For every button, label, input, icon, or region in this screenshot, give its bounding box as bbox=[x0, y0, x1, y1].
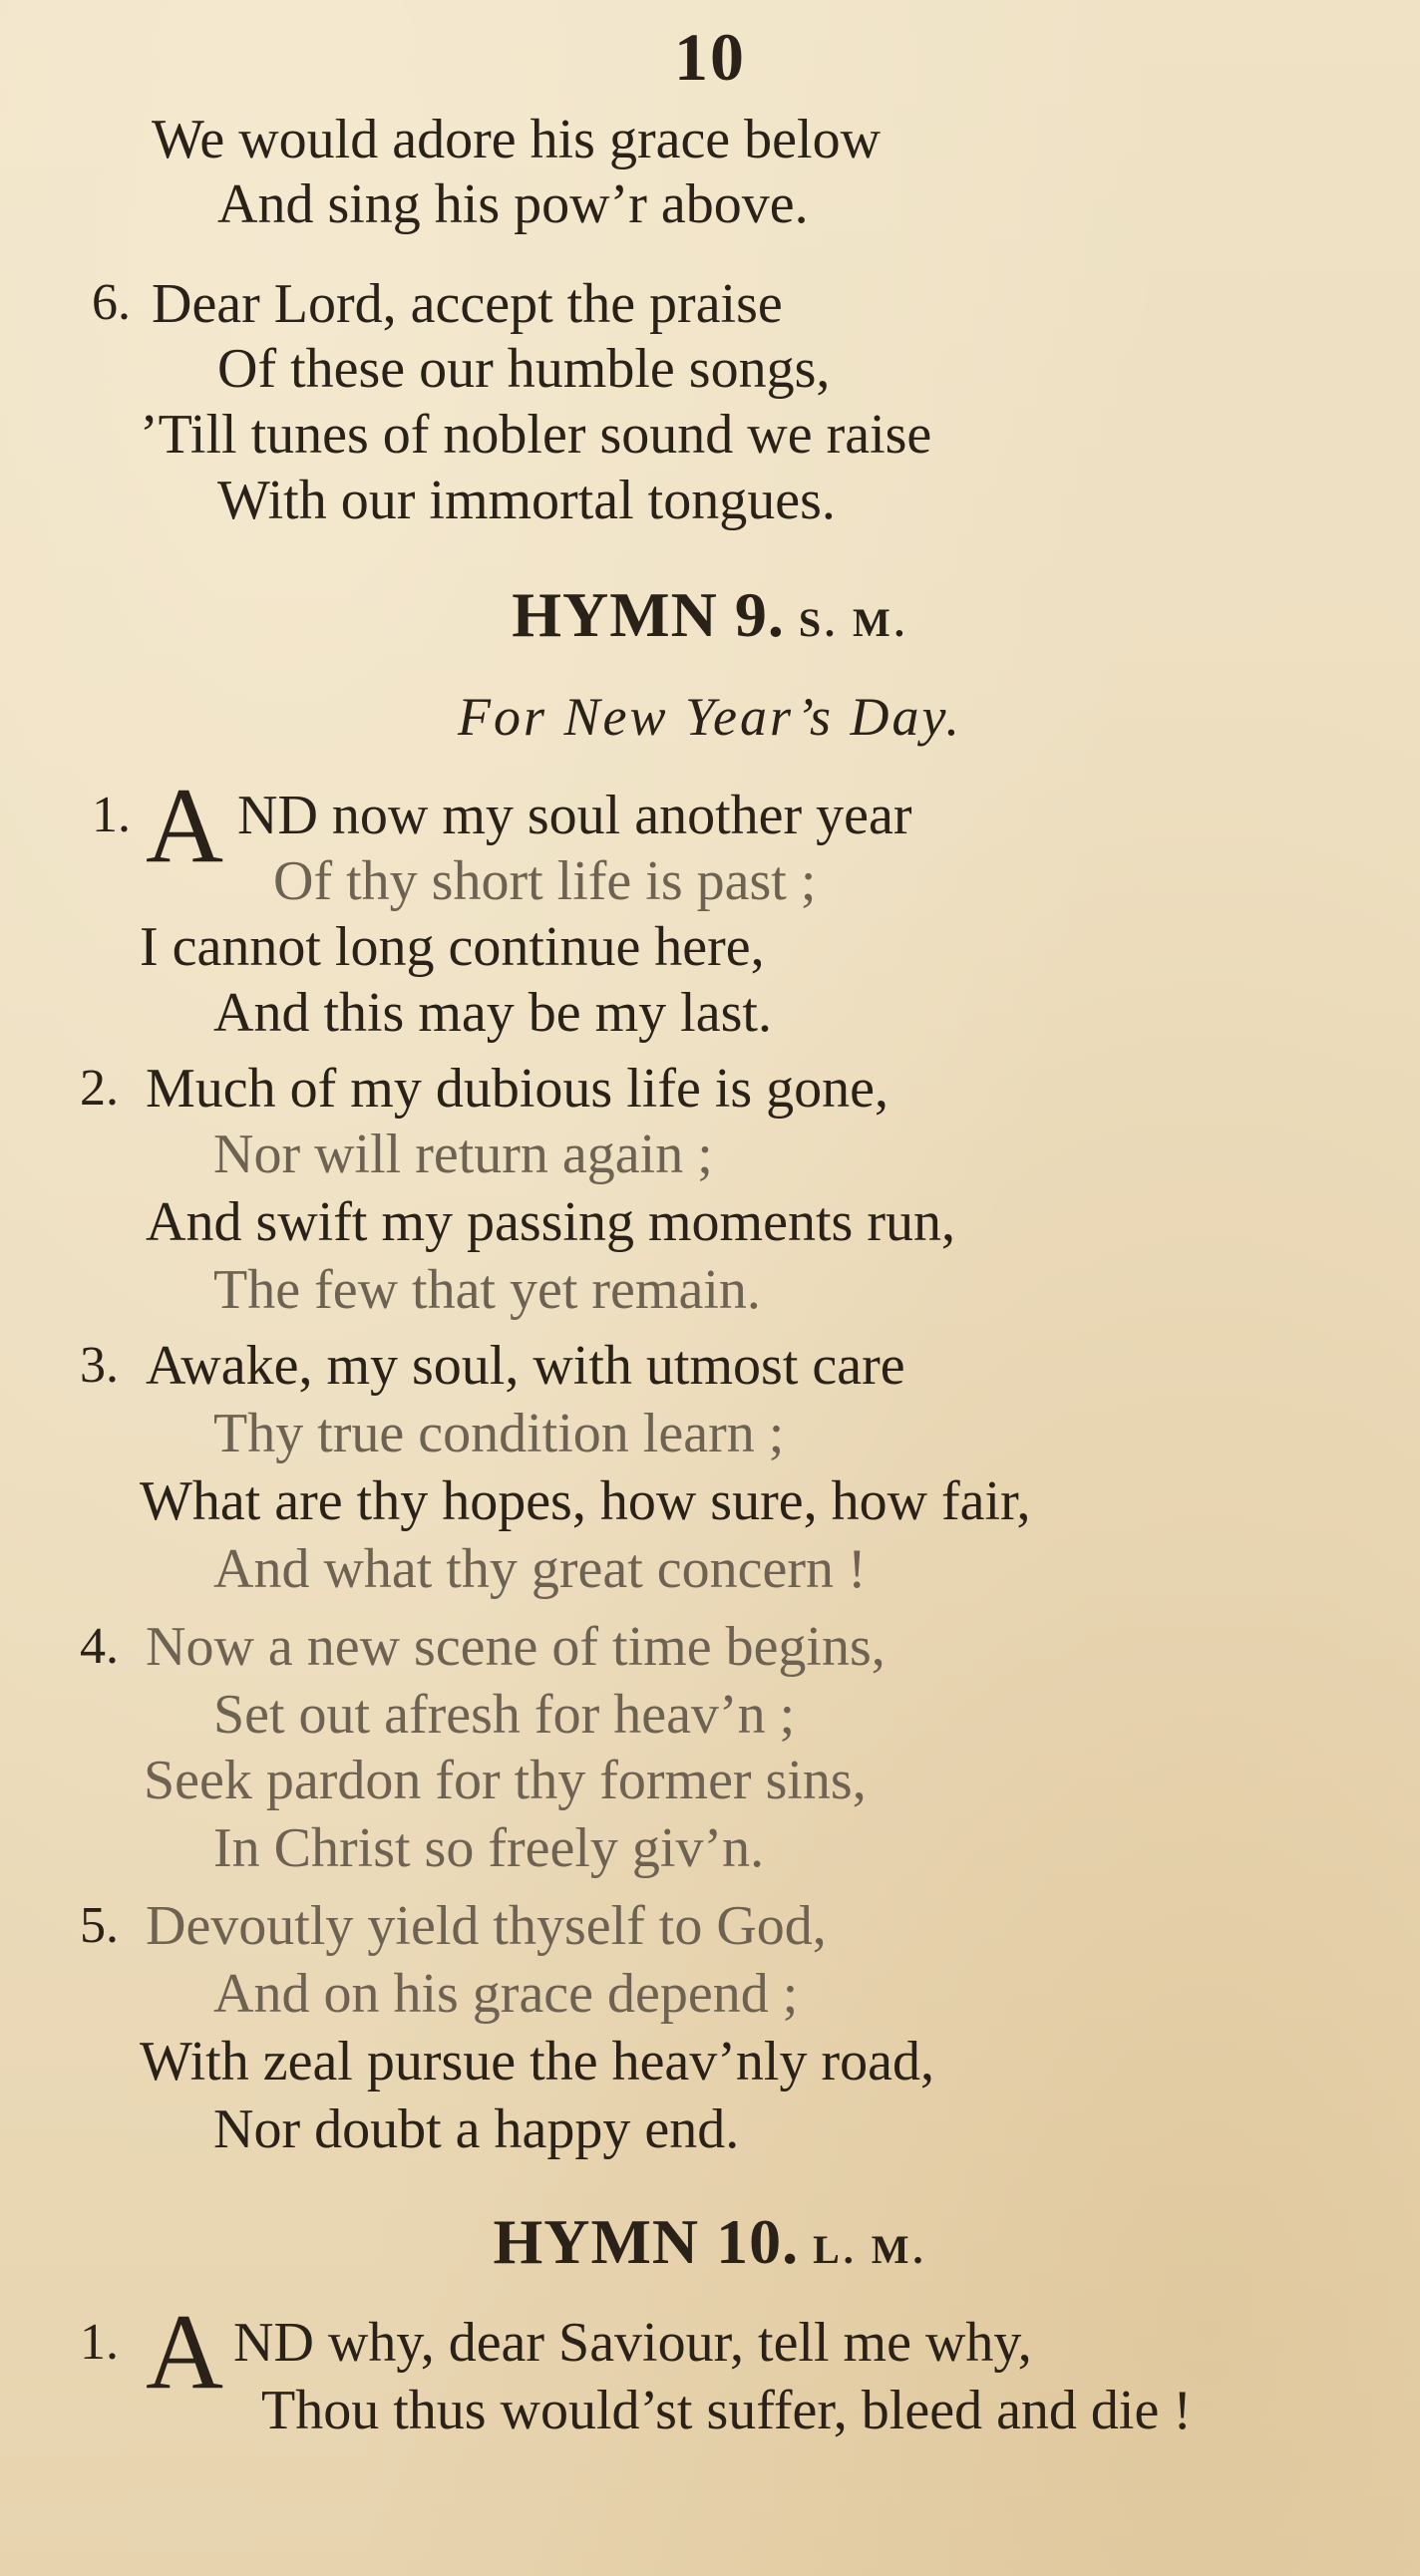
hymn-line: Thy true condition learn ; bbox=[213, 1403, 785, 1464]
hymn-line: Much of my dubious life is gone, bbox=[146, 1058, 889, 1120]
hymn-line: And sing his pow’r above. bbox=[217, 173, 809, 235]
page-number: 10 bbox=[674, 19, 746, 95]
verse-number: 6. bbox=[92, 274, 131, 331]
hymn-line: ’Till tunes of nobler sound we raise bbox=[140, 404, 932, 466]
hymn-line: Of thy short life is past ; bbox=[273, 850, 817, 912]
hymn-line: Dear Lord, accept the praise bbox=[152, 273, 783, 335]
hymn-line: Seek pardon for thy former sins, bbox=[144, 1750, 867, 1811]
hymn-meter: S. M. bbox=[798, 600, 908, 645]
verse-number: 2. bbox=[80, 1060, 119, 1117]
drop-cap: A bbox=[146, 2293, 223, 2412]
hymn-line: With our immortal tongues. bbox=[217, 470, 836, 531]
hymn-9-heading bbox=[0, 578, 1420, 652]
drop-cap: A bbox=[146, 767, 223, 885]
verse-number: 1. bbox=[92, 787, 131, 843]
hymn-10-heading bbox=[0, 2205, 1420, 2279]
hymn-line: With zeal pursue the heav’nly road, bbox=[140, 2031, 934, 2093]
verse-number: 5. bbox=[80, 1897, 119, 1954]
hymn-line: And what thy great concern ! bbox=[213, 1538, 867, 1600]
hymn-line: What are thy hopes, how sure, how fair, bbox=[140, 1470, 1031, 1532]
hymn-title: HYMN 9. bbox=[512, 579, 785, 650]
hymn-title: HYMN 10. bbox=[493, 2206, 800, 2277]
hymn-meter: L. M. bbox=[813, 2227, 927, 2272]
hymn-line: Nor will return again ; bbox=[213, 1124, 713, 1185]
hymn-subtitle: For New Year’s Day. bbox=[457, 687, 963, 747]
hymn-line: ND why, dear Saviour, tell me why, bbox=[233, 2312, 1032, 2374]
hymn-line: Now a new scene of time begins, bbox=[146, 1616, 886, 1678]
hymn-line: Nor doubt a happy end. bbox=[213, 2098, 740, 2160]
hymn-line: I cannot long continue here, bbox=[140, 916, 765, 978]
hymn-line: Thou thus would’st suffer, bleed and die ! bbox=[261, 2380, 1192, 2441]
hymn-line: Of these our humble songs, bbox=[217, 338, 831, 400]
verse-number: 1. bbox=[80, 2314, 119, 2371]
hymn-line: We would adore his grace below bbox=[152, 109, 882, 170]
verse-number: 3. bbox=[80, 1337, 119, 1394]
hymn-line: ND now my soul another year bbox=[237, 785, 912, 846]
hymn-line: The few that yet remain. bbox=[213, 1259, 761, 1321]
hymn-line: In Christ so freely giv’n. bbox=[213, 1817, 765, 1879]
hymn-line: Set out afresh for heav’n ; bbox=[213, 1684, 796, 1746]
verse-number: 4. bbox=[80, 1618, 119, 1675]
hymn-line: And swift my passing moments run, bbox=[146, 1191, 955, 1253]
hymn-line: And on his grace depend ; bbox=[213, 1963, 799, 2025]
hymn-line: Awake, my soul, with utmost care bbox=[146, 1335, 905, 1397]
hymn-line: Devoutly yield thyself to God, bbox=[146, 1895, 827, 1957]
hymn-line: And this may be my last. bbox=[213, 982, 772, 1044]
